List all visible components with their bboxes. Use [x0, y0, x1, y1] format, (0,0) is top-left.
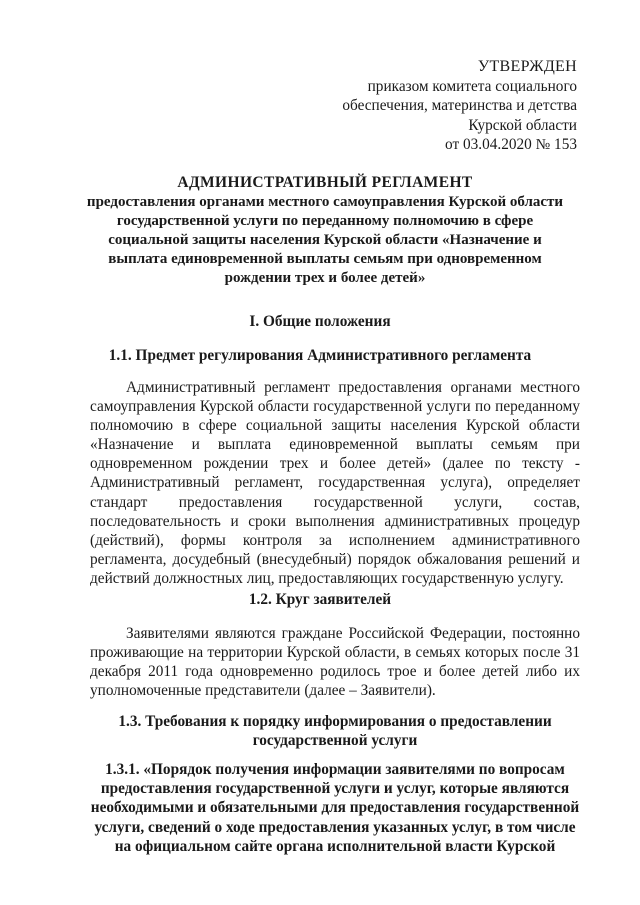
section-heading-1: I. Общие положения — [249, 313, 391, 330]
paragraph-1-2 — [90, 624, 580, 700]
document-title — [80, 173, 570, 288]
paragraph-1-1 — [90, 378, 580, 588]
title-main: АДМИНИСТРАТИВНЫЙ РЕГЛАМЕНТ — [177, 174, 473, 191]
approval-stamp — [342, 57, 577, 155]
approval-line-2: обеспечения, материнства и детства — [342, 97, 577, 114]
approval-line-3: Курской области — [468, 116, 577, 134]
approval-line-1: приказом комитета социального — [367, 77, 577, 95]
section-heading-1-3: 1.3. Требования к порядку информирования о предоставлении государственной услуги — [118, 713, 552, 750]
section-heading-1-2: 1.2. Круг заявителей — [248, 591, 392, 608]
paragraph-1-2-text: Заявителями являются граждане Российской Федерации, постоянно проживающие на территории Курской области, в семьях которых после 31 декабря 2011 года одновременно родилось трое и более детей либо их уполномоченные представители (далее – Заявители). — [90, 625, 580, 700]
section-heading-1-1: 1.1. Предмет регулирования Административного регламента — [108, 347, 532, 364]
section-heading-1-3-1: 1.3.1. «Порядок получения информации заявителями по вопросам предоставления государственной услуги и услуг, которые являются необходимыми и обязательными для предоставления государственной услуги, сведений о ходе предоставления указанных услуг, в том числе на официальном сайте органа исполнительной власти Курской — [90, 761, 580, 855]
paragraph-1-1-text: Административный регламент предоставления органами местного самоуправления Курской области государственной услуги по переданному полномочию в сфере социальной защиты населения Курской области «Назначение и выплата единовременной выплаты семьям при одновременном рождении трех и более детей» (далее по тексту - Административный регламент, государственная услуга), определяет стандарт предоставления государственной услуги, состав, последовательность и сроки выполнения административных процедур (действий), формы контроля за исполнением административного регламента, досудебный (внесудебный) порядок обжалования решений и действий должностных лиц, предоставляющих государственную услугу. — [90, 379, 580, 587]
approval-line-4: от 03.04.2020 № 153 — [445, 136, 577, 153]
title-subtitle: предоставления органами местного самоуправления Курской области государственной услуги по переданному полномочию в сфере социальной защиты населения Курской области «Назначение и выплата единовременной выплаты семьям при одновременном рождении трех и более детей» — [86, 194, 564, 286]
approval-heading: УТВЕРЖДЕН — [477, 58, 577, 75]
